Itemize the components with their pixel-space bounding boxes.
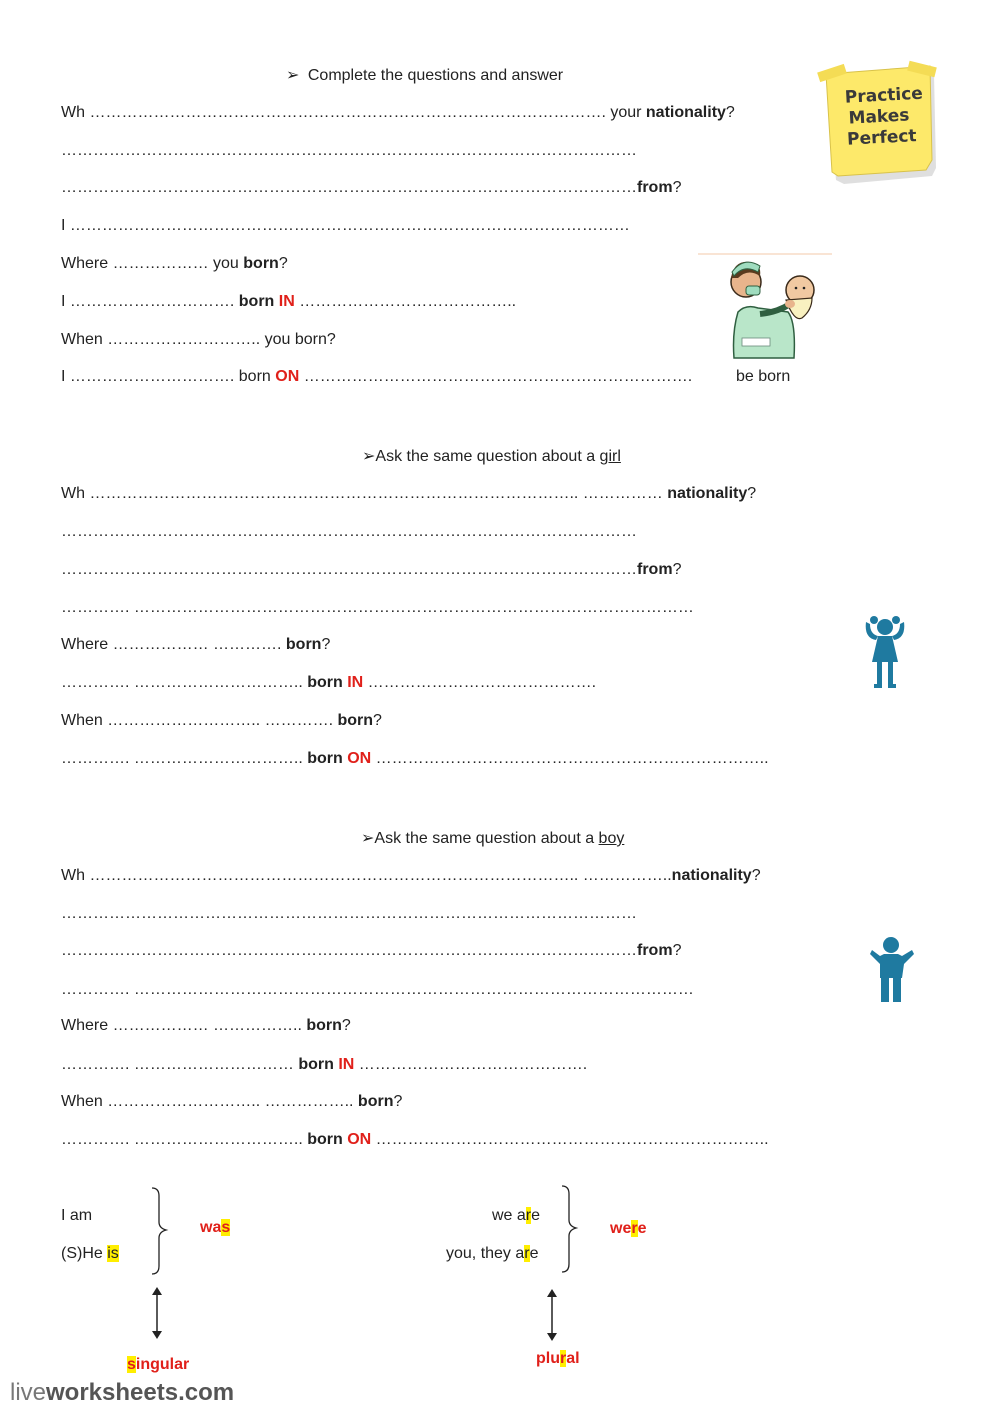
singular-double-arrow-icon bbox=[150, 1287, 164, 1339]
s1-line-where-born: Where ……………… you born? bbox=[61, 255, 288, 272]
s3-line-answer: …………. …………………………………………………………………………………………… bbox=[61, 981, 694, 998]
singular-brace-icon bbox=[150, 1186, 170, 1276]
s2-line-when-born: When ……………………….. …………. born? bbox=[61, 712, 382, 729]
note-line-practice: Practice bbox=[844, 83, 924, 108]
s3-line-when-born: When ……………………….. …………….. born? bbox=[61, 1093, 403, 1110]
s2-line-born-on: …………. ………………………….. born ON ……………………………………………………………….. bbox=[61, 750, 769, 767]
arrow-bullet-icon: ➢ bbox=[286, 67, 300, 84]
girl-figure-icon bbox=[862, 612, 908, 692]
s3-line-born-on: …………. ………………………….. born ON ……………………………………………………………….. bbox=[61, 1131, 769, 1148]
liveworksheets-watermark: liveworksheets.com bbox=[10, 1379, 235, 1406]
s2-line-born-in: …………. ………………………….. born IN ……………………………………. bbox=[61, 674, 597, 691]
s3-line-from: ………………………………………………………………………………………………from? bbox=[61, 942, 682, 959]
section1-heading-text: Complete the questions and answer bbox=[307, 67, 564, 84]
s1-line-from: ………………………………………………………………………………………………from? bbox=[61, 179, 682, 196]
s1-line-answer-blank: ……………………………………………………………………………………………… bbox=[61, 142, 637, 159]
s2-line-answer-blank: ……………………………………………………………………………………………… bbox=[61, 523, 637, 540]
s1-line-i-answer: I …………………………………………………………………………………………… bbox=[61, 217, 630, 234]
note-line-perfect: Perfect bbox=[846, 126, 918, 150]
grammar-was: was bbox=[200, 1219, 231, 1236]
nurse-baby-illustration bbox=[698, 252, 832, 362]
be-born-caption: be born bbox=[736, 368, 791, 385]
s3-line-answer-blank: ……………………………………………………………………………………………… bbox=[61, 905, 637, 922]
section1-heading bbox=[286, 65, 563, 85]
s3-line-where-born: Where ……………… …………….. born? bbox=[61, 1017, 351, 1034]
s2-line-from: ………………………………………………………………………………………………from? bbox=[61, 561, 682, 578]
s3-line-born-in: …………. ………………………… born IN ……………………………………. bbox=[61, 1056, 588, 1073]
s1-line-when-born: When ……………………….. you born? bbox=[61, 331, 336, 348]
grammar-we-are: we are bbox=[492, 1207, 541, 1224]
section2-heading: ➢Ask the same question about a girl bbox=[362, 448, 621, 465]
s2-line-nationality: Wh ……………………………………………………………………………….. …………… nationality? bbox=[61, 485, 757, 502]
grammar-singular: singular bbox=[127, 1356, 190, 1373]
grammar-she-he-is: (S)He is bbox=[61, 1245, 119, 1262]
grammar-you-they-are: you, they are bbox=[446, 1245, 539, 1262]
arrow-bullet-icon: ➢ bbox=[362, 448, 376, 465]
section3-heading: ➢Ask the same question about a boy bbox=[361, 830, 625, 847]
practice-makes-perfect-note bbox=[818, 60, 938, 185]
s2-line-where-born: Where ……………… …………. born? bbox=[61, 636, 331, 653]
plural-double-arrow-icon bbox=[545, 1289, 559, 1341]
grammar-i-am: I am bbox=[61, 1207, 93, 1224]
s2-line-answer: …………. …………………………………………………………………………………………… bbox=[61, 599, 694, 616]
arrow-bullet-icon: ➢ bbox=[361, 830, 375, 847]
s3-line-nationality: Wh ……………………………………………………………………………….. ……………..nationality? bbox=[61, 867, 761, 884]
grammar-were: were bbox=[610, 1220, 647, 1237]
grammar-plural: plural bbox=[536, 1350, 580, 1367]
note-line-makes: Makes bbox=[848, 105, 910, 129]
s1-line-nationality: Wh ……………………………………………………………………………………. your nationality? bbox=[61, 104, 735, 121]
s1-line-born-on: I …………………………. born ON ………………………………………………………………. bbox=[61, 368, 693, 385]
boy-figure-icon bbox=[870, 936, 916, 1006]
s1-line-born-in: I …………………………. born IN ………………………………….. bbox=[61, 293, 517, 310]
plural-brace-icon bbox=[560, 1184, 580, 1274]
